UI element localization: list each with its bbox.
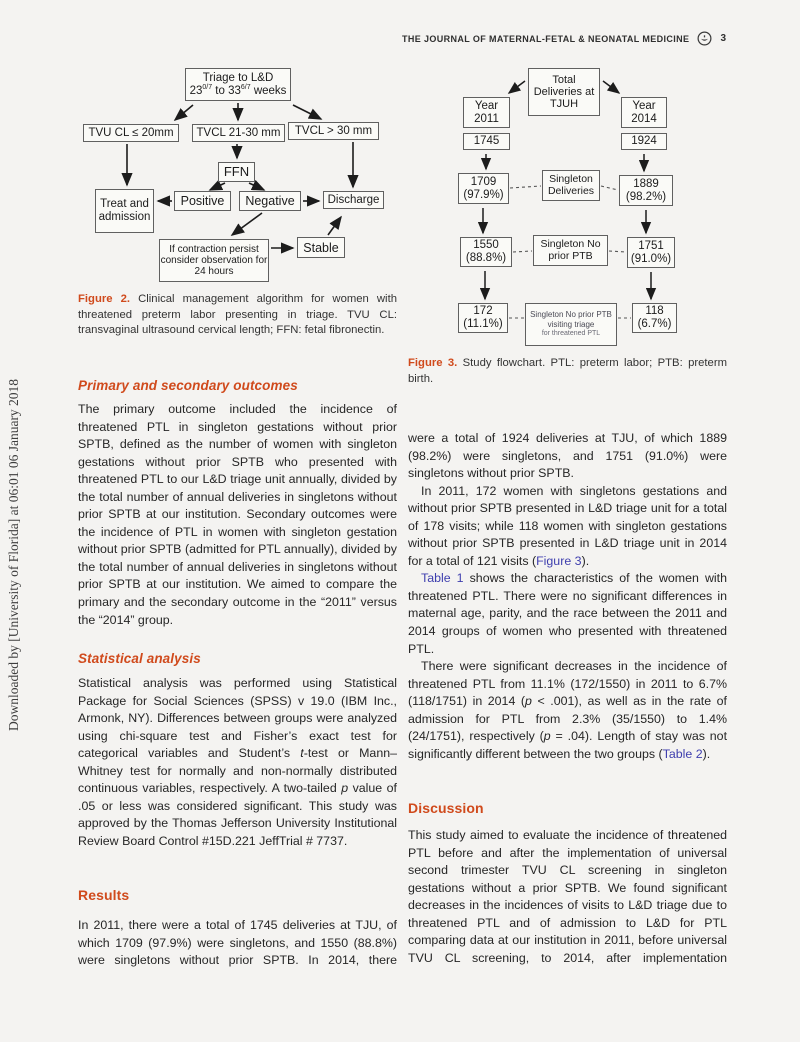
paragraph: The primary outcome included the incidence of threatened PTL in singleton gestations without prior SPTB, defined as the number of women with singleton gestations without prior SPTB who presented with threatened PTL to our L&D triage unit annually, divided by the total number of annual deliveries in singletons without prior SPTB at our institution. Secondary outcomes were the incidence of PTL in women with singleton gestation without prior SPTB (admitted for PTL annually), divided by the total number of annual deliveries in singletons without prior SPTB at our institution. We aimed to compare the primary and the secondary outcome in the “2011” versus the “2014” group. <box>78 402 397 627</box>
flow-node-1924: 1924 <box>621 133 667 150</box>
results-paragraphs-left <box>78 917 397 970</box>
discussion-paragraphs <box>408 827 727 967</box>
flow-node-discharge: Discharge <box>323 191 384 209</box>
flow-node-observation: If contraction persist consider observation for 24 hours <box>159 239 269 282</box>
flow-node-triage-line1: Triage to L&D <box>202 71 274 84</box>
paragraph: Statistical analysis was performed using Statistical Package for Social Sciences (SPSS) v 19.0 (IBM Inc., Armonk, NY). Differences between groups were analyzed using chi-square test and Fisher’s exact test for categorical variables and Student’s t-test or Mann–Whitney test for normally and non-normally distributed continuous variables, respectively. A two-tailed p value of .05 or less was considered significant. This study was approved by the Thomas Jefferson University Institutional Review Board Control #15D.221 JeffTrial # 7737. <box>78 676 397 848</box>
table-2-link[interactable]: Table 2 <box>662 746 703 761</box>
paragraph: In 2011, there were a total of 1745 deliveries at TJU, of which 1709 (97.9%) were singletons, and 1550 (88.8%) were singletons without prior SPTB. In 2014, there <box>78 918 397 968</box>
heading-discussion: Discussion <box>408 800 484 816</box>
flow-node-172: 172 (11.1%) <box>458 303 508 333</box>
flow-node-1745: 1745 <box>463 133 510 150</box>
figure3-flowchart <box>455 64 695 354</box>
statistical-paragraphs <box>78 675 397 850</box>
figure2-caption-label: Figure 2. <box>78 293 131 305</box>
figure-3-link[interactable]: Figure 3 <box>536 553 582 568</box>
page-number: 3 <box>720 33 726 44</box>
figure3-caption-label: Figure 3. <box>408 357 458 369</box>
flow-node-triage <box>185 68 291 101</box>
flow-node-1889: 1889 (98.2%) <box>619 175 673 206</box>
italic-p: p <box>341 781 349 796</box>
italic-p: p <box>525 694 532 709</box>
journal-title: THE JOURNAL OF MATERNAL-FETAL & NEONATAL MEDICINE <box>401 33 690 44</box>
flow-node-treat-admission: Treat and admission <box>95 189 154 233</box>
figure3-caption-text: Study flowchart. PTL: preterm labor; PTB: preterm birth. <box>408 357 727 385</box>
paragraph: Table 1 shows the characteristics of the women with threatened PTL. There were no significant differences in maternal age, parity, and the race between the 2011 and 2014 groups of women who presented with threatened PTL. <box>408 571 727 656</box>
flow-node-stable: Stable <box>297 237 345 258</box>
paragraph: were a total of 1924 deliveries at TJU, of which 1889 (98.2%) were singletons, and 1751 (91.0%) were singletons without prior SPTB. <box>408 431 727 481</box>
page-header <box>0 31 726 46</box>
flow-node-triage-line2: $23^{0/7}$ to $33^{6/7}$ weeks <box>189 83 287 97</box>
flow-node-positive: Positive <box>174 191 231 211</box>
download-watermark: Downloaded by [University of Florida] at 06:01 06 January 2018 <box>6 378 21 731</box>
heading-statistical-analysis: Statistical analysis <box>78 651 201 666</box>
results-paragraphs-right <box>408 430 727 763</box>
flow-node-singleton-visiting-triage: Singleton No prior PTB visiting triage for threatened PTL <box>525 303 617 346</box>
paragraph: There were significant decreases in the incidence of threatened PTL from 11.1% (172/1550) in 2011 to 6.7% (118/1751) in 2014 (p < .001), as well as in the rate of admission for PTL from 2.3% (35/1550) to 1.4% (24/1751), respectively (p = .04). Length of stay was not significantly different between the two groups (Table 2). <box>408 659 728 761</box>
flow-node-singleton-no-prior-ptb: Singleton No prior PTB <box>533 235 608 266</box>
figure2-caption <box>78 292 397 339</box>
heading-primary-secondary-outcomes: Primary and secondary outcomes <box>78 378 298 393</box>
figure3-caption <box>408 356 727 387</box>
paragraph: In 2011, 172 women with singletons gestations and without prior SPTB presented in L&D triage unit for a total of 178 visits; while 118 women with singleton gestations without prior SPTB presented in L&D triage unit in 2014 for a total of 121 visits (Figure 3). <box>408 483 727 568</box>
italic-t: t <box>300 746 304 761</box>
flow-node-tvcl-21-30: TVCL 21-30 mm <box>192 124 285 142</box>
figure2-flowchart <box>78 64 400 290</box>
flow-node-1550: 1550 (88.8%) <box>460 237 512 267</box>
flow-node-negative: Negative <box>239 191 301 211</box>
flow-node-1751: 1751 (91.0%) <box>627 237 675 268</box>
heading-results: Results <box>78 887 130 903</box>
flow-node-tvu-cl: TVU CL ≤ 20mm <box>83 124 179 142</box>
flow-node-1709: 1709 (97.9%) <box>458 173 509 204</box>
flow-node-118: 118 (6.7%) <box>632 303 677 333</box>
figure2-caption-text: Clinical management algorithm for women with threatened preterm labor presenting in triage. TVU CL: transvaginal ultrasound cervical length; FFN: fetal fibronectin. <box>78 293 397 337</box>
italic-p: p <box>543 729 551 744</box>
flow-node-tvcl-30: TVCL > 30 mm <box>288 122 379 140</box>
publisher-logo-icon <box>697 31 712 46</box>
flow-node-singleton-deliveries: Singleton Deliveries <box>542 170 600 201</box>
flow-node-year-2011: Year 2011 <box>463 97 510 128</box>
paragraph: This study aimed to evaluate the incidence of threatened PTL before and after the implementation of universal second trimester TVU CL screening in singleton gestations without a prior SPTB. We found significant decreases in the incidences of visits to L&D triage due to threatened PTL and of admission to L&D for PTL comparing data at our institution in 2011, before universal TVU CL screening, to 2014, after implementation <box>408 828 727 965</box>
flow-node-total-deliveries: Total Deliveries at TJUH <box>528 68 600 116</box>
outcomes-paragraphs <box>78 401 397 629</box>
table-1-link[interactable]: Table 1 <box>421 571 464 586</box>
flow-node-year-2014: Year 2014 <box>621 97 667 128</box>
flow-node-ffn: FFN <box>218 162 255 182</box>
